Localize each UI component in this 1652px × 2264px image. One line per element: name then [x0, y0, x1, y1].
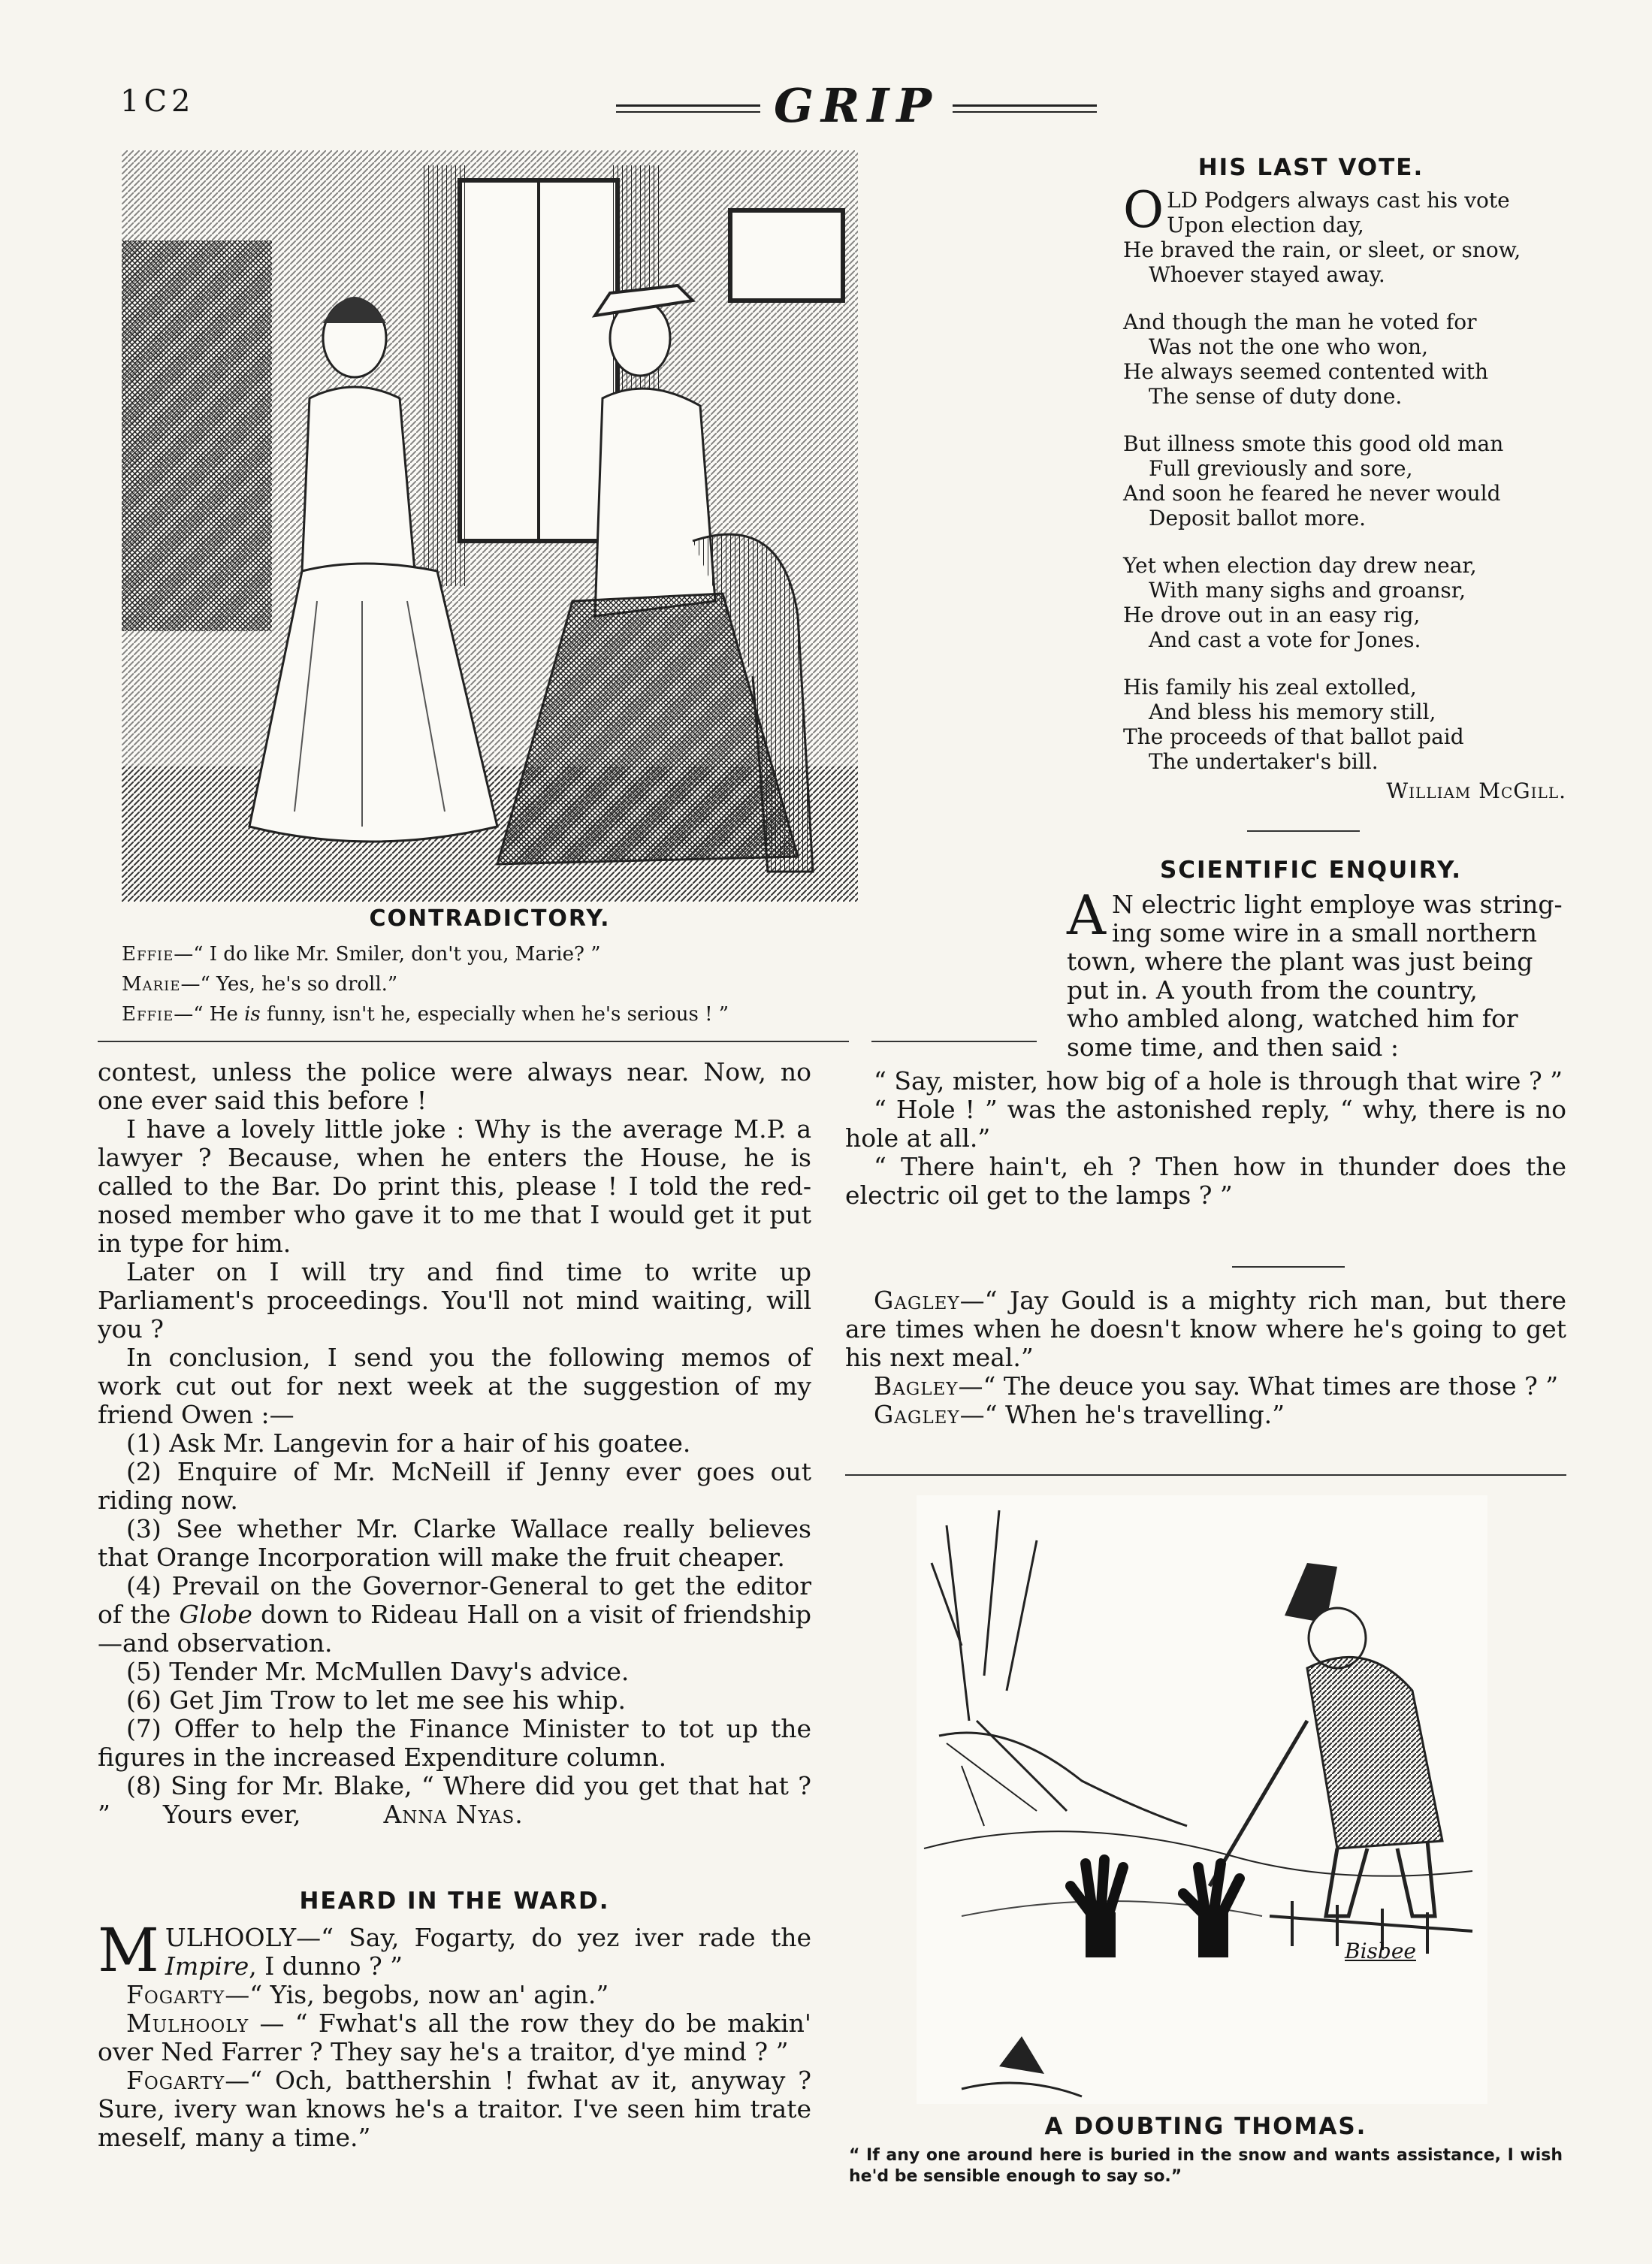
- poem-line: But illness smote this good old man: [1123, 431, 1504, 456]
- speaker-gagley: Gagley: [874, 1400, 960, 1429]
- text-line: town, where the plant was just being: [1067, 947, 1533, 976]
- poem-line: And though the man he voted for: [1123, 310, 1477, 334]
- scientific-title: SCIENTIFIC ENQUIRY.: [1159, 857, 1463, 884]
- contradictory-dialogue: [122, 939, 873, 1029]
- speaker-mulhooly: Mulhooly: [126, 2009, 249, 2038]
- page-number: 1C2: [120, 84, 195, 119]
- text-line: who ambled along, watched him for: [1067, 1004, 1518, 1033]
- scientific-dropcap: A: [1067, 884, 1106, 947]
- poem-line: LD Podgers always cast his vote: [1167, 188, 1510, 213]
- poem-stanza-5: [1123, 675, 1589, 774]
- speaker-effie: Effie: [122, 1003, 174, 1026]
- poem-line: Yet when election day drew near,: [1123, 553, 1477, 578]
- ward-dropcap: M: [98, 1915, 159, 1985]
- list-item: [98, 1572, 811, 1658]
- contradictory-title: CONTRADICTORY.: [369, 905, 611, 932]
- list-item: (1) Ask Mr. Langevin for a hair of his goatee.: [126, 1428, 691, 1458]
- contradictory-drawing: [122, 150, 858, 902]
- dialogue-line-1: [122, 939, 873, 969]
- poem-line: Was not the one who won,: [1149, 334, 1428, 359]
- artist-signature: Bisbee: [1345, 1939, 1416, 1963]
- poem-line: He drove out in an easy rig,: [1123, 603, 1421, 627]
- masthead: [0, 75, 1652, 143]
- ward-line-3: [98, 2009, 811, 2066]
- paragraph: “ Hole ! ” was the astonished reply, “ why, there is no hole at all.”: [845, 1095, 1566, 1153]
- list-item: (7) Offer to help the Finance Minister to tot up the figures in the increased Expenditure column.: [98, 1714, 811, 1772]
- list-emphasis: Globe: [179, 1600, 252, 1629]
- poem-line: He always seemed contented with: [1123, 359, 1489, 384]
- poem-line: The sense of duty done.: [1149, 384, 1403, 409]
- line-text: , I dunno ? ”: [249, 1951, 403, 1981]
- line-text: —“ When he's travelling.”: [959, 1400, 1285, 1429]
- speaker-mulhooly: ULHOOLY: [165, 1923, 297, 1952]
- speaker-fogarty: Fogarty: [126, 2066, 225, 2095]
- paragraph: Later on I will try and find time to write up Parliament's proceedings. You'll not mind waiting, will you ?: [98, 1257, 811, 1344]
- dialogue-line-2: [122, 969, 873, 999]
- divider-right-short: [871, 1041, 1037, 1042]
- divider-after-poem: [1247, 830, 1360, 832]
- paragraph: I have a lovely little joke : Why is the average M.P. a lawyer ? Because, when he enters the House, he is called to the Bar. Do print this, please ! I told the red-nosed member who gave it to me that I would get it put in type for him.: [98, 1114, 811, 1258]
- divider-above-doubting: [845, 1474, 1566, 1476]
- scientific-dialogue: [845, 1067, 1566, 1210]
- line-text: —“ The deuce you say. What times are those ? ”: [958, 1371, 1559, 1401]
- dialogue-text: —“ Yes, he's so droll.”: [180, 973, 398, 996]
- masthead-rule-right: [953, 104, 1097, 107]
- text-line: N electric light employe was string-: [1112, 890, 1563, 919]
- gagley-line-3: [845, 1401, 1566, 1429]
- scientific-opening: [1067, 884, 1563, 1062]
- poem-author: William McGill.: [1386, 778, 1566, 803]
- line-text: —“ Say, Fogarty, do yez iver rade the: [296, 1923, 811, 1952]
- journal-title: GRIP: [773, 77, 940, 133]
- list-text: (4) Prevail on the Governor-General to get the editor of the: [98, 1571, 811, 1629]
- poem-stanza-2: [1123, 310, 1589, 409]
- list-item: (3) See whether Mr. Clarke Wallace really believes that Orange Incorporation will make the fruit cheaper.: [98, 1514, 811, 1572]
- poem-stanza-3: [1123, 431, 1589, 530]
- poem-line: Upon election day,: [1167, 213, 1364, 237]
- line-text: — “ Fwhat's all the row they do be makin' over Ned Farrer ? They say he's a traitor, d'ye mind ? ”: [98, 2009, 811, 2066]
- dialogue-text: funny, isn't he, especially when he's serious ! ”: [260, 1003, 729, 1026]
- poem-line: The proceeds of that ballot paid: [1123, 724, 1464, 749]
- letter-column: [98, 1058, 811, 1829]
- line-text: —“ Jay Gould is a mighty rich man, but there are times when he doesn't know where he's going to get his next meal.”: [845, 1286, 1566, 1372]
- illustration-contradictory: [122, 150, 858, 902]
- poem-line: And soon he feared he never would: [1123, 481, 1501, 506]
- poem-line: He braved the rain, or sleet, or snow,: [1123, 237, 1521, 262]
- letter-signature: Anna Nyas.: [383, 1800, 524, 1829]
- gagley-line-1: [845, 1286, 1566, 1372]
- poem-line: And cast a vote for Jones.: [1149, 627, 1421, 652]
- list-item: (2) Enquire of Mr. McNeill if Jenny ever goes out riding now.: [98, 1457, 811, 1515]
- doubting-thomas-caption: “ If any one around here is buried in the snow and wants assistance, I wish he'd be sensible enough to say so.”: [849, 2146, 1563, 2186]
- illustration-doubting-thomas: [917, 1495, 1487, 2104]
- poem-line: With many sighs and groansr,: [1149, 578, 1466, 603]
- speaker-marie: Marie: [122, 973, 181, 996]
- list-text: down to Rideau Hall on a visit of friendship —and observation.: [98, 1600, 811, 1658]
- poem-line: Whoever stayed away.: [1149, 262, 1385, 287]
- paragraph: contest, unless the police were always near. Now, no one ever said this before !: [98, 1057, 811, 1115]
- text-line: put in. A youth from the country,: [1067, 975, 1478, 1005]
- divider-after-scientific: [1232, 1266, 1345, 1268]
- poem-line: Deposit ballot more.: [1149, 506, 1367, 530]
- list-item: [98, 1772, 811, 1829]
- ward-title: HEARD IN THE WARD.: [299, 1888, 610, 1915]
- text-line: ing some wire in a small northern: [1112, 918, 1538, 948]
- masthead-rule-left: [616, 104, 760, 107]
- dialogue-emphasis: is: [244, 1003, 261, 1026]
- gagley-line-2: [845, 1372, 1566, 1401]
- poem-dropcap: O: [1123, 181, 1164, 239]
- line-text: —“ Och, batthershin ! fwhat av it, anyway ? Sure, ivery wan knows he's a traitor. I've seen him trate meself, many a time.”: [98, 2066, 811, 2152]
- speaker-effie: Effie: [122, 943, 174, 966]
- dialogue-text: —“ I do like Mr. Smiler, don't you, Marie? ”: [174, 943, 601, 966]
- ward-line-1: [98, 1915, 811, 1985]
- masthead-title: [616, 75, 1097, 135]
- paragraph: “ There hain't, eh ? Then how in thunder does the electric oil get to the lamps ? ”: [845, 1152, 1566, 1210]
- poem-line: Full greviously and sore,: [1149, 456, 1413, 481]
- poem-stanza-1: [1123, 181, 1589, 287]
- speaker-gagley: Gagley: [874, 1286, 960, 1315]
- letter-closing: Yours ever,: [162, 1800, 301, 1829]
- line-text: —“ Yis, begobs, now an' agin.”: [225, 1980, 609, 2009]
- ward-line-2: [98, 1981, 811, 2009]
- dialogue-text: —“ He: [174, 1003, 245, 1026]
- poem-line: His family his zeal extolled,: [1123, 675, 1417, 700]
- ward-column: [98, 1915, 811, 2152]
- doubting-thomas-title: A DOUBTING THOMAS.: [1044, 2113, 1367, 2140]
- poem-title: HIS LAST VOTE.: [1197, 154, 1424, 181]
- poem-his-last-vote: [1123, 181, 1589, 803]
- line-emphasis: Impire: [165, 1951, 249, 1981]
- paragraph: In conclusion, I send you the following memos of work cut out for next week at the suggestion of my friend Owen :—: [98, 1343, 811, 1429]
- list-item: (5) Tender Mr. McMullen Davy's advice.: [126, 1657, 630, 1686]
- poem-stanza-4: [1123, 553, 1589, 652]
- list-item: (6) Get Jim Trow to let me see his whip.: [126, 1685, 626, 1715]
- poem-line: The undertaker's bill.: [1149, 749, 1379, 774]
- speaker-fogarty: Fogarty: [126, 1980, 225, 2009]
- ward-line-4: [98, 2066, 811, 2152]
- speaker-bagley: Bagley: [874, 1371, 959, 1401]
- list-text: (8) Sing for Mr. Blake, “ Where did you get that hat ? ”: [98, 1771, 811, 1829]
- text-line: some time, and then said :: [1067, 1032, 1399, 1062]
- gagley-joke: [845, 1286, 1566, 1429]
- dialogue-line-3: [122, 999, 873, 1029]
- doubting-thomas-drawing: [917, 1495, 1487, 2104]
- paragraph: “ Say, mister, how big of a hole is through that wire ? ”: [874, 1066, 1563, 1096]
- divider-under-cartoon: [98, 1041, 849, 1042]
- poem-line: And bless his memory still,: [1149, 700, 1436, 724]
